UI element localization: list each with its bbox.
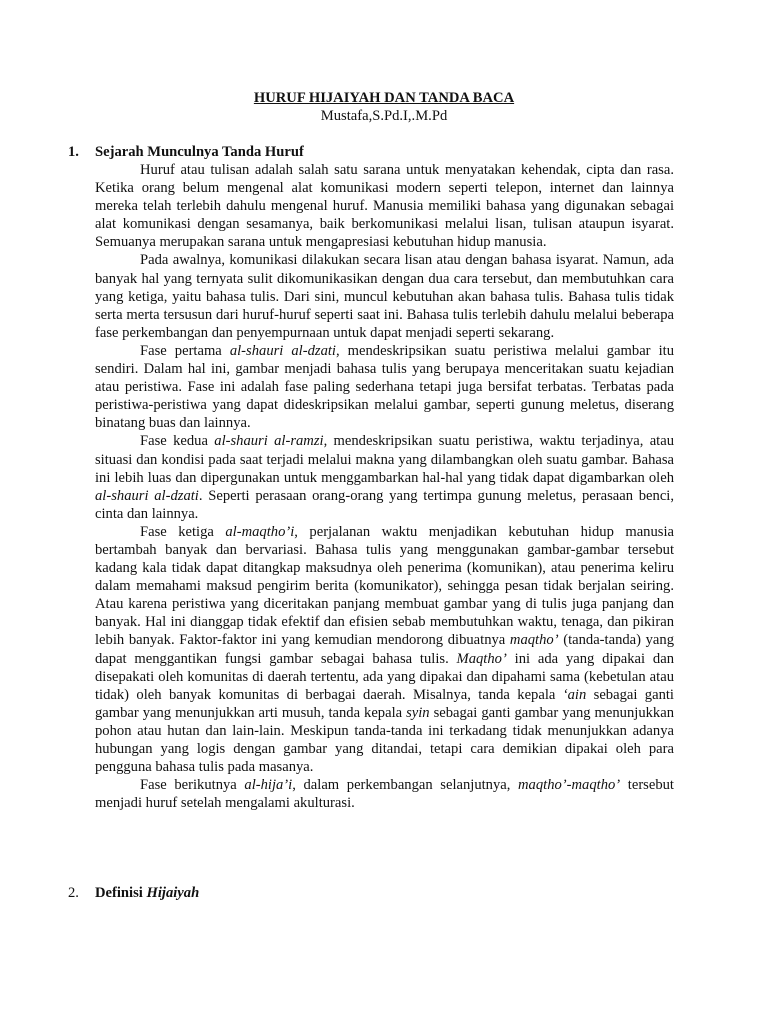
- term-al-shauri-al-ramzi: al-shauri al-ramzi: [214, 433, 324, 450]
- paragraph-5-text-d: ini ada yang dipakai dan disepakati oleh komunitas di daerah tertentu, ada yang dipakai dan dipahami sama (kebetulan atau tidak) oleh banyak komunitas di berbagai daerah. Misalnya, tanda kepala: [95, 650, 674, 703]
- paragraph-1: Huruf atau tulisan adalah salah satu sarana untuk menyatakan kehendak, cipta dan rasa. Ketika orang belum mengenal alat komunikasi modern seperti telepon, internet dan lainnya mereka telah terlebih dahulu mengenal huruf. Manusia memiliki bahasa yang digunakan sebagai alat komunikasi dengan sesamanya, baik berkomunikasi melalui lisan, tulisan ataupun isyarat. Semuanya merupakan sarana untuk mengapresiasi kebutuhan hidup manusia.: [95, 162, 674, 251]
- paragraph-2: Pada awalnya, komunikasi dilakukan secara lisan atau dengan bahasa isyarat. Namun, ada banyak hal yang ternyata sulit dikomunikasikan dengan dua cara tersebut, dan membutuhkan cara yang ketiga, yaitu bahasa tulis. Dari sini, muncul kebutuhan akan bahasa tulis. Bahasa tulis tidak serta merta tersusun dari huruf-huruf seperti saat ini. Bahasa tulis terlebih dahulu melalui beberapa fase perkembangan dan penyempurnaan untuk dapat menjadi seperti sekarang.: [95, 252, 674, 341]
- section-2-title-term: Hijaiyah: [146, 885, 200, 901]
- section-1-title: Sejarah Munculnya Tanda Huruf: [95, 144, 304, 160]
- paragraph-5: [95, 523, 674, 776]
- term-syin: syin: [406, 704, 430, 721]
- paragraph-4: [95, 432, 674, 522]
- paragraph-5-text-a: Fase ketiga: [140, 523, 226, 540]
- section-2-number: 2.: [68, 885, 79, 901]
- document-author: Mustafa,S.Pd.I,.M.Pd: [320, 108, 448, 124]
- term-ain: ‘ain: [562, 686, 587, 703]
- paragraph-4-text-a: Fase kedua: [140, 433, 215, 450]
- paragraph-3-text-b: , mendeskripsikan suatu peristiwa melalui gambar itu sendiri. Dalam hal ini, gambar menjadi bahasa tulis yang berupaya menceritakan suatu kejadian atau peristiwa. Fase ini adalah fase paling sederhana tetapi juga bersifat terbatas. Terbatas pada peristiwa-peristiwa yang dapat dideskripsikan melalui gambar, seperti gunung meletus, diserang binatang buas dan lainnya.: [95, 342, 674, 432]
- term-al-maqthoi: al-maqtho’i: [225, 523, 295, 540]
- section-2-title-prefix: Definisi: [95, 885, 147, 901]
- term-al-shauri-al-dzati: al-shauri al-dzati: [95, 487, 199, 504]
- term-al-shauri-al-dzati: al-shauri al-dzati: [229, 342, 336, 359]
- section-2-heading: [68, 884, 199, 902]
- term-maqtho: Maqtho’: [456, 650, 507, 667]
- paragraph-4-text-c: . Seperti perasaan orang-orang yang tertimpa gunung meletus, perasaan benci, cinta dan lainnya.: [95, 487, 674, 522]
- section-1-heading: [68, 143, 304, 161]
- paragraph-6: [95, 776, 674, 812]
- paragraph-5-text-e: sebagai ganti gambar yang menunjukkan arti musuh, tanda kepala: [95, 686, 674, 721]
- term-maqtho: maqtho’: [509, 632, 559, 649]
- paragraph-6-text-b: , dalam perkembangan selanjutnya,: [292, 777, 519, 794]
- paragraph-6-text-a: Fase berikutnya: [140, 777, 245, 794]
- term-maqtho-maqtho: maqtho’-maqtho’: [518, 777, 621, 794]
- paragraph-4-text-b: , mendeskripsikan suatu peristiwa, waktu terjadinya, atau situasi dan kondisi pada saat terjadi melalui makna yang dilambangkan oleh suatu gambar. Bahasa ini lebih luas dan dipergunakan untuk menggambarkan hal-hal yang tidak dapat digambarkan oleh: [95, 433, 674, 486]
- term-al-hijai: al-hija’i: [244, 777, 293, 794]
- paragraph-5-text-f: sebagai ganti gambar yang menunjukkan pohon atau hutan dan lain-lain. Meskipun tanda-tanda ini terkadang tidak menunjukkan adanya hubungan yang logis dengan gambar yang ditandai, tetapi cara demikian dipakai oleh para pengguna bahasa tulis pada masanya.: [95, 704, 674, 776]
- paragraph-3: [95, 342, 674, 432]
- paragraph-6-text-c: tersebut menjadi huruf setelah mengalami akulturasi.: [95, 777, 674, 812]
- paragraph-5-text-c: (tanda-tanda) yang dapat menggantikan fungsi gambar sebagai bahasa tulis.: [95, 632, 675, 667]
- section-1-number: 1.: [68, 144, 79, 160]
- paragraph-3-text-a: Fase pertama: [140, 342, 230, 359]
- paragraph-5-text-b: , perjalanan waktu menjadikan kebutuhan hidup manusia bertambah banyak dan bervariasi. Bahasa tulis yang menggunakan gambar-gambar tersebut kadang kala tidak dapat ditangkap maksudnya oleh penerima (komunikan), atau penerima keliru dalam memahami maksud pengirim berita (komunikator), sehingga pesan tidak berjalan seiring. Atau karena peristiwa yang diceritakan panjang membuat gambar yang di tulis juga panjang dan banyak. Hal ini dianggap tidak efektif dan efisien sebab membutuhkan waktu, tenaga, dan pikiran lebih banyak. Faktor-faktor ini yang kemudian mendorong dibuatnya: [95, 523, 674, 649]
- section-1-body: [95, 161, 674, 812]
- document-title: HURUF HIJAIYAH DAN TANDA BACA: [253, 90, 515, 106]
